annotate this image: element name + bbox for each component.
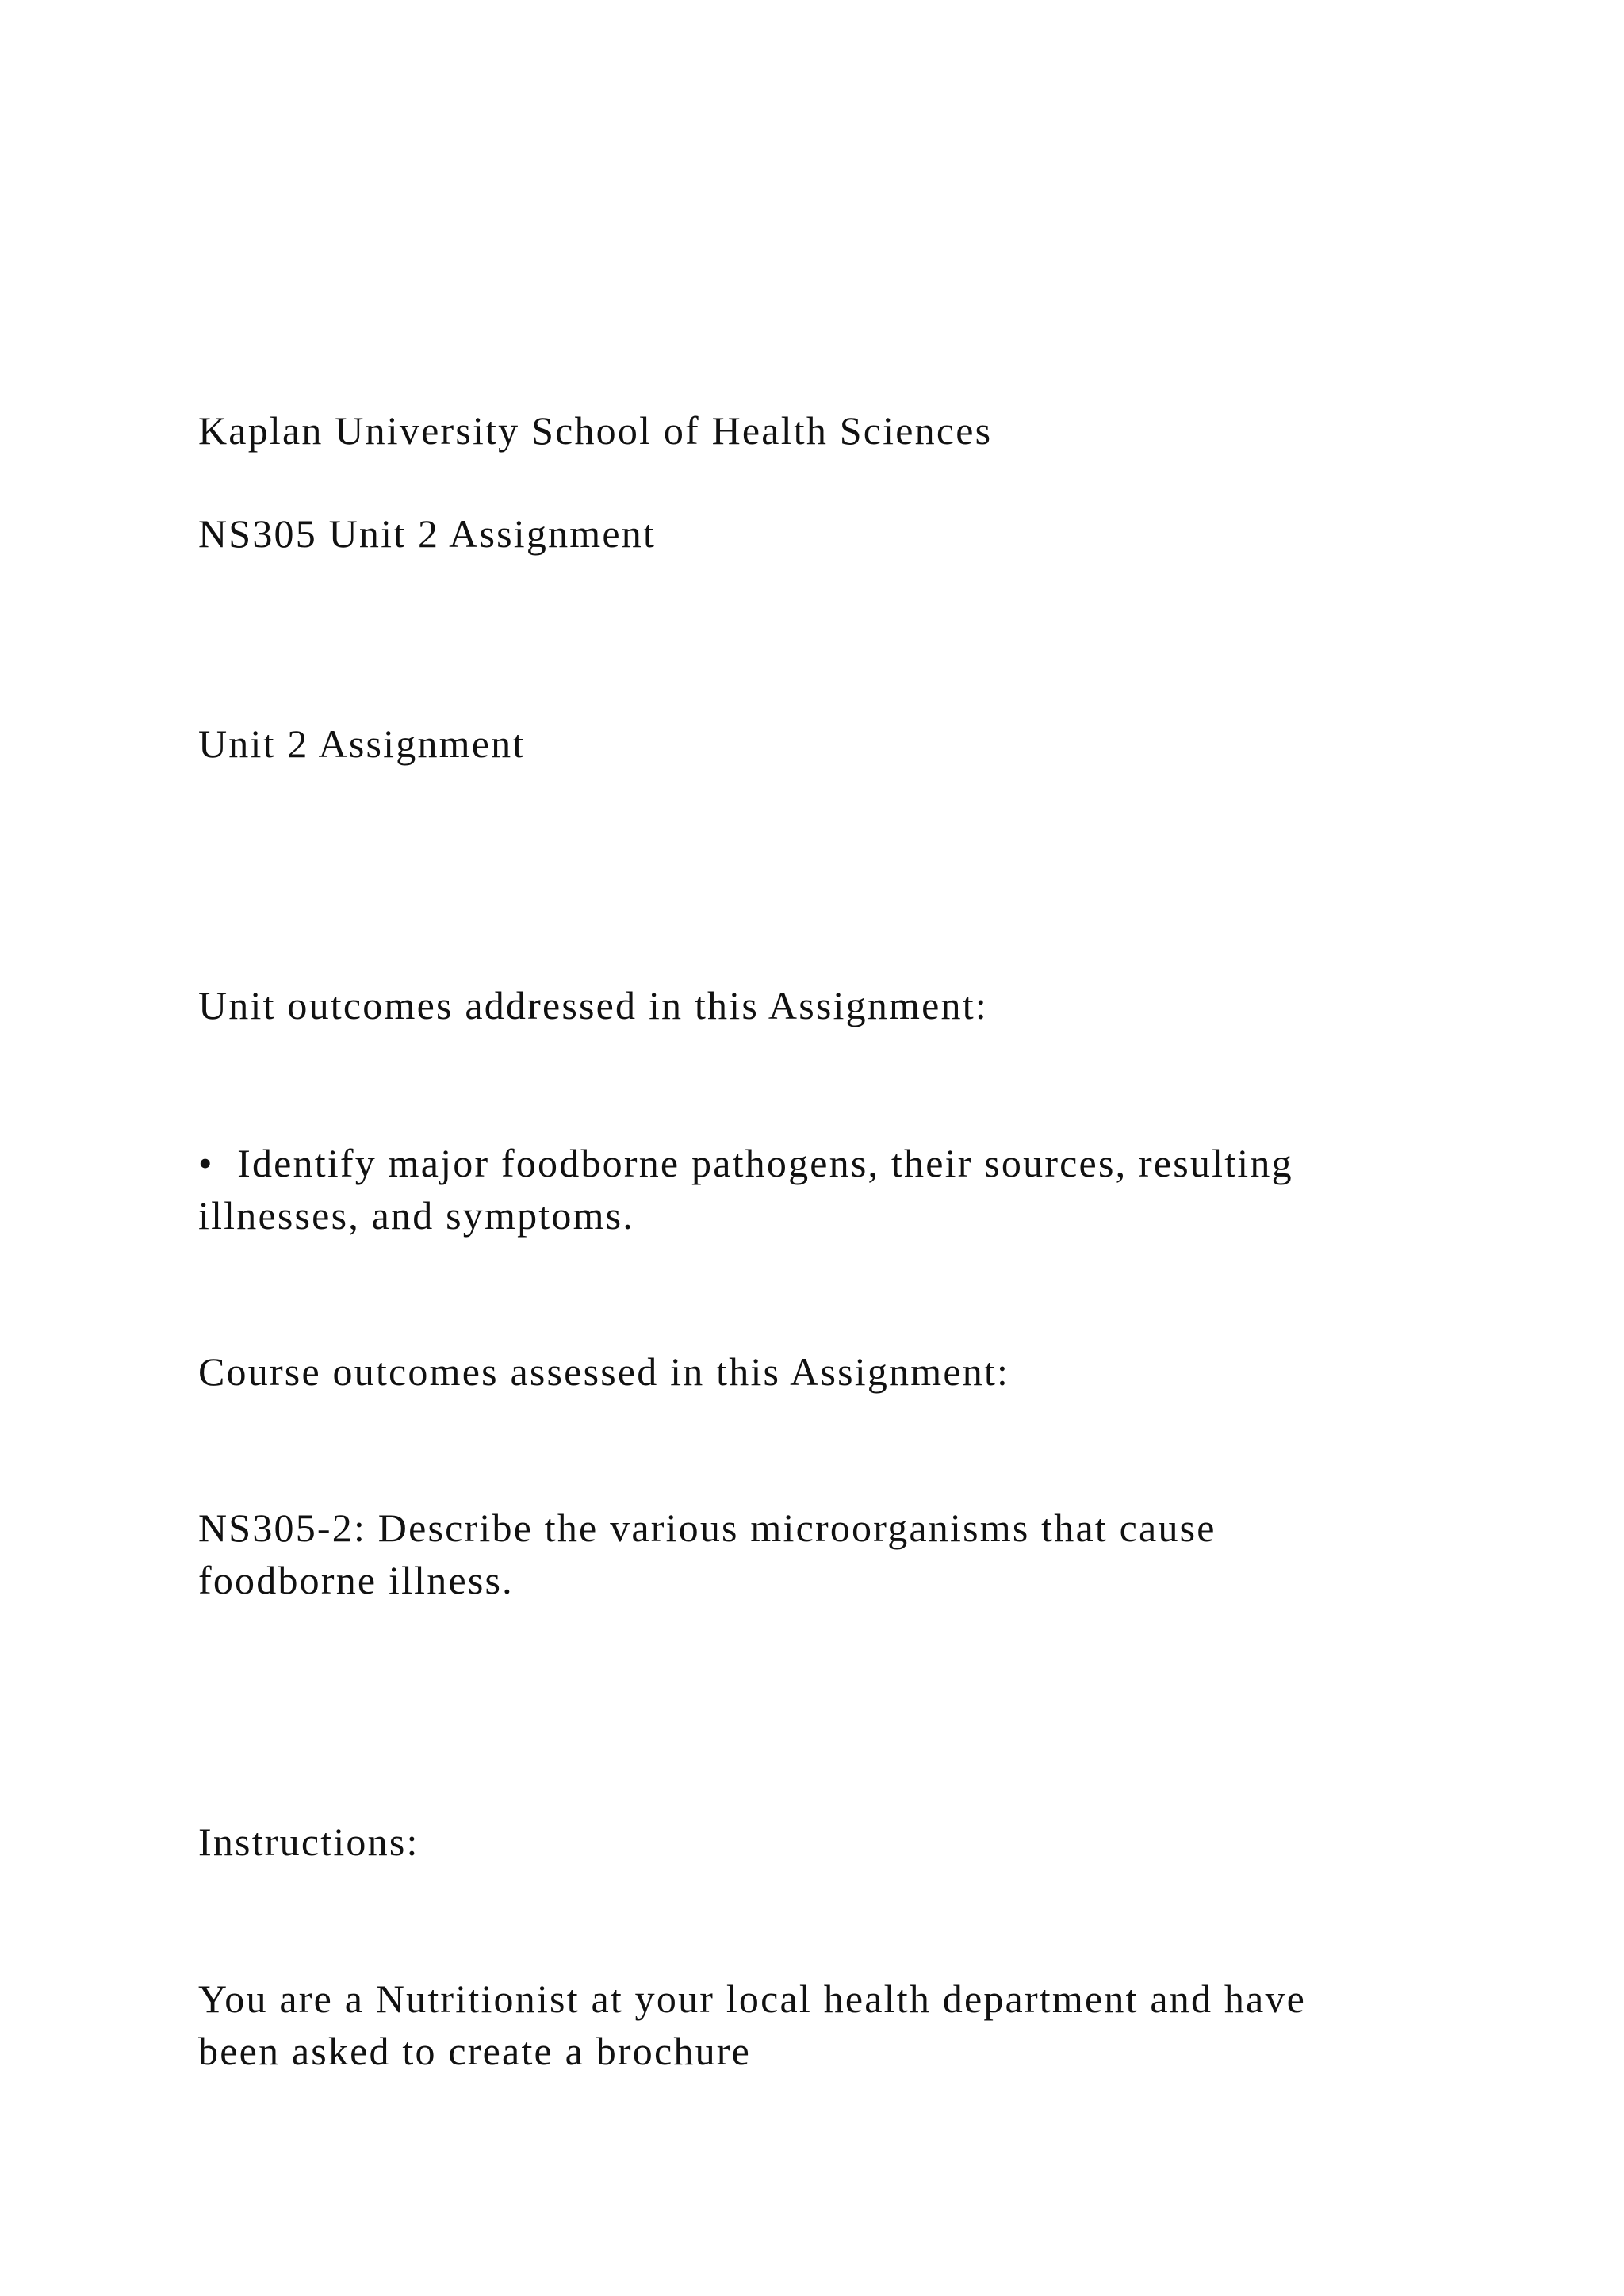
unit-outcomes-heading: Unit outcomes addressed in this Assignment: xyxy=(198,983,988,1027)
course-outcomes-heading: Course outcomes assessed in this Assignment: xyxy=(198,1349,1010,1394)
course-outcome-item: NS305-2: Describe the various microorganisms that cause foodborne illness. xyxy=(198,1506,1216,1602)
course-title: NS305 Unit 2 Assignment xyxy=(198,511,657,556)
assignment-title: Unit 2 Assignment xyxy=(198,721,526,766)
unit-outcome-item: • Identify major foodborne pathogens, their sources, resulting illnesses, and symptoms. xyxy=(198,1141,1293,1238)
instructions-text: You are a Nutritionist at your local health department and have been asked to create a brochure xyxy=(198,1976,1307,2073)
instructions-heading: Instructions: xyxy=(198,1820,419,1864)
school-name: Kaplan University School of Health Sciences xyxy=(198,408,993,453)
